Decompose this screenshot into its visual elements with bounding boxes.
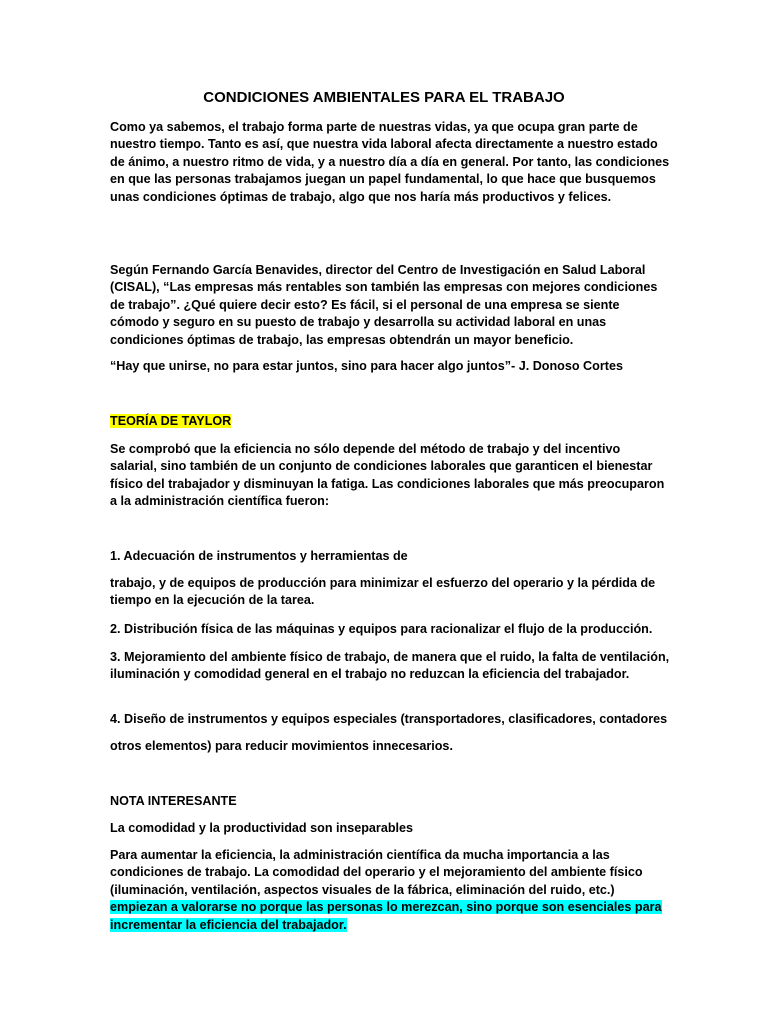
list-item-1-heading: 1. Adecuación de instrumentos y herramientas de bbox=[110, 549, 408, 563]
garcia-paragraph: Según Fernando García Benavides, director del Centro de Investigación en Salud Laboral (CISAL), “Las empresas más rentables son también las empresas con mejores condiciones de trabajo”. ¿Qué quiere decir esto? Es fácil, si el personal de una empresa se siente cómodo y seguro en su puesto de trabajo y desarrolla su actividad laboral en unas condiciones óptimas de trabajo, las empresas obtendrán un mayor beneficio. bbox=[110, 263, 658, 347]
note-subtitle: La comodidad y la productividad son inseparables bbox=[110, 821, 414, 835]
note-paragraph bbox=[110, 847, 670, 934]
note-highlight-text: empiezan a valorarse no porque las personas lo merezcan, sino porque son esenciales para incrementar la eficiencia del trabajador. bbox=[110, 900, 662, 932]
list-item-3: 3. Mejoramiento del ambiente físico de trabajo, de manera que el ruido, la falta de ventilación, iluminación y comodidad general en el trabajo no reduzcan la eficiencia del trabajador. bbox=[110, 650, 670, 682]
list-item-4-line-2: otros elementos) para reducir movimientos innecesarios. bbox=[110, 739, 453, 753]
list-item-1-body: trabajo, y de equipos de producción para minimizar el esfuerzo del operario y la pérdida de tiempo en la ejecución de la tarea. bbox=[110, 576, 656, 608]
page-title: CONDICIONES AMBIENTALES PARA EL TRABAJO bbox=[203, 89, 565, 106]
taylor-paragraph: Se comprobó que la eficiencia no sólo depende del método de trabajo y del incentivo salarial, sino también de un conjunto de condiciones laborales que garanticen el bienestar físico del trabajador y disminuyan la fatiga. Las condiciones laborales que más preocuparon a la administración científica fueron: bbox=[110, 442, 665, 509]
note-heading: NOTA INTERESANTE bbox=[110, 794, 237, 808]
taylor-heading bbox=[110, 413, 670, 430]
list-item-2: 2. Distribución física de las máquinas y equipos para racionalizar el flujo de la producción. bbox=[110, 622, 653, 636]
note-body-text: Para aumentar la eficiencia, la administración científica da mucha importancia a las condiciones de trabajo. La comodidad del operario y el mejoramiento del ambiente físico (iluminación, ventilación, aspectos visuales de la fábrica, eliminación del ruido, etc.) bbox=[110, 848, 643, 897]
intro-paragraph: Como ya sabemos, el trabajo forma parte de nuestras vidas, ya que ocupa gran parte de nuestro tiempo. Tanto es así, que nuestra vida laboral afecta directamente a nuestro estado de ánimo, a nuestro ritmo de vida, y a nuestro día a día en general. Por tanto, las condiciones en que las personas trabajamos juegan un papel fundamental, lo que hace que busquemos unas condiciones óptimas de trabajo, algo que nos haría más productivos y felices. bbox=[110, 120, 670, 204]
list-item-4-line-1: 4. Diseño de instrumentos y equipos especiales (transportadores, clasificadores, contadores bbox=[110, 712, 668, 726]
quote-paragraph: “Hay que unirse, no para estar juntos, sino para hacer algo juntos”- J. Donoso Cortes bbox=[110, 359, 623, 373]
taylor-heading-text: TEORÍA DE TAYLOR bbox=[110, 414, 232, 428]
